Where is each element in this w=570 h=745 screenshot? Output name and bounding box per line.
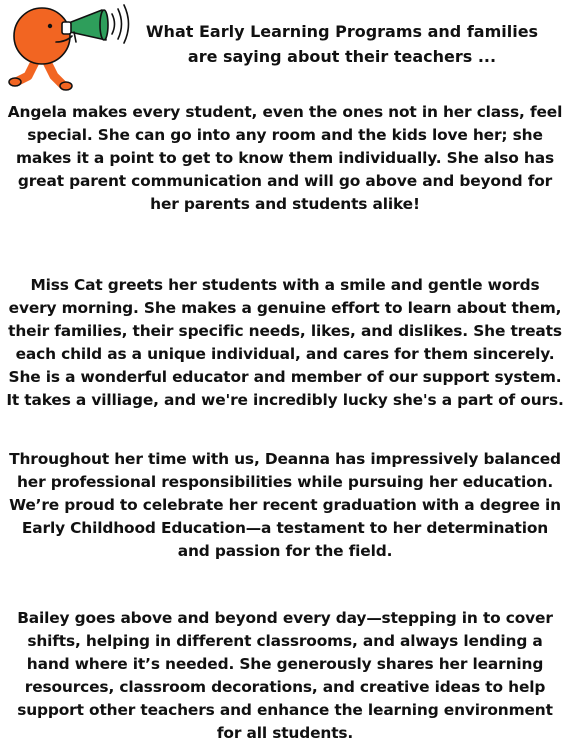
testimonial-angela: Angela makes every student, even the ones not in her class, feel special. She can go into any room and the kids love her; she makes it a point to get to know them individually. She also has great parent communication and will go above and beyond for her parents and students alike! bbox=[7, 103, 563, 213]
page-title: What Early Learning Programs and families are saying about their teachers ... bbox=[145, 22, 539, 66]
header bbox=[0, 0, 570, 96]
testimonial-miss-cat: Miss Cat greets her students with a smile and gentle words every morning. She makes a genuine effort to learn about them, their families, their specific needs, likes, and dislikes. She treats each child as a unique individual, and cares for them sincerely. She is a wonderful educator and member of our support system. It takes a villiage, and we're incredibly lucky she's a part of ours. bbox=[6, 276, 564, 409]
testimonial-bailey: Bailey goes above and beyond every day—stepping in to cover shifts, helping in different classrooms, and always lending a hand where it’s needed. She generously shares her learning resources, classroom decorations, and creative ideas to help support other teachers and enhance the learning environment for all students. bbox=[17, 609, 553, 742]
testimonial-deanna: Throughout her time with us, Deanna has impressively balanced her professional responsibilities while pursuing her education. We’re proud to celebrate her recent graduation with a degree in Early Childhood Education—a testament to her determination and passion for the field. bbox=[9, 450, 561, 560]
megaphone-mascot-icon bbox=[6, 2, 132, 94]
